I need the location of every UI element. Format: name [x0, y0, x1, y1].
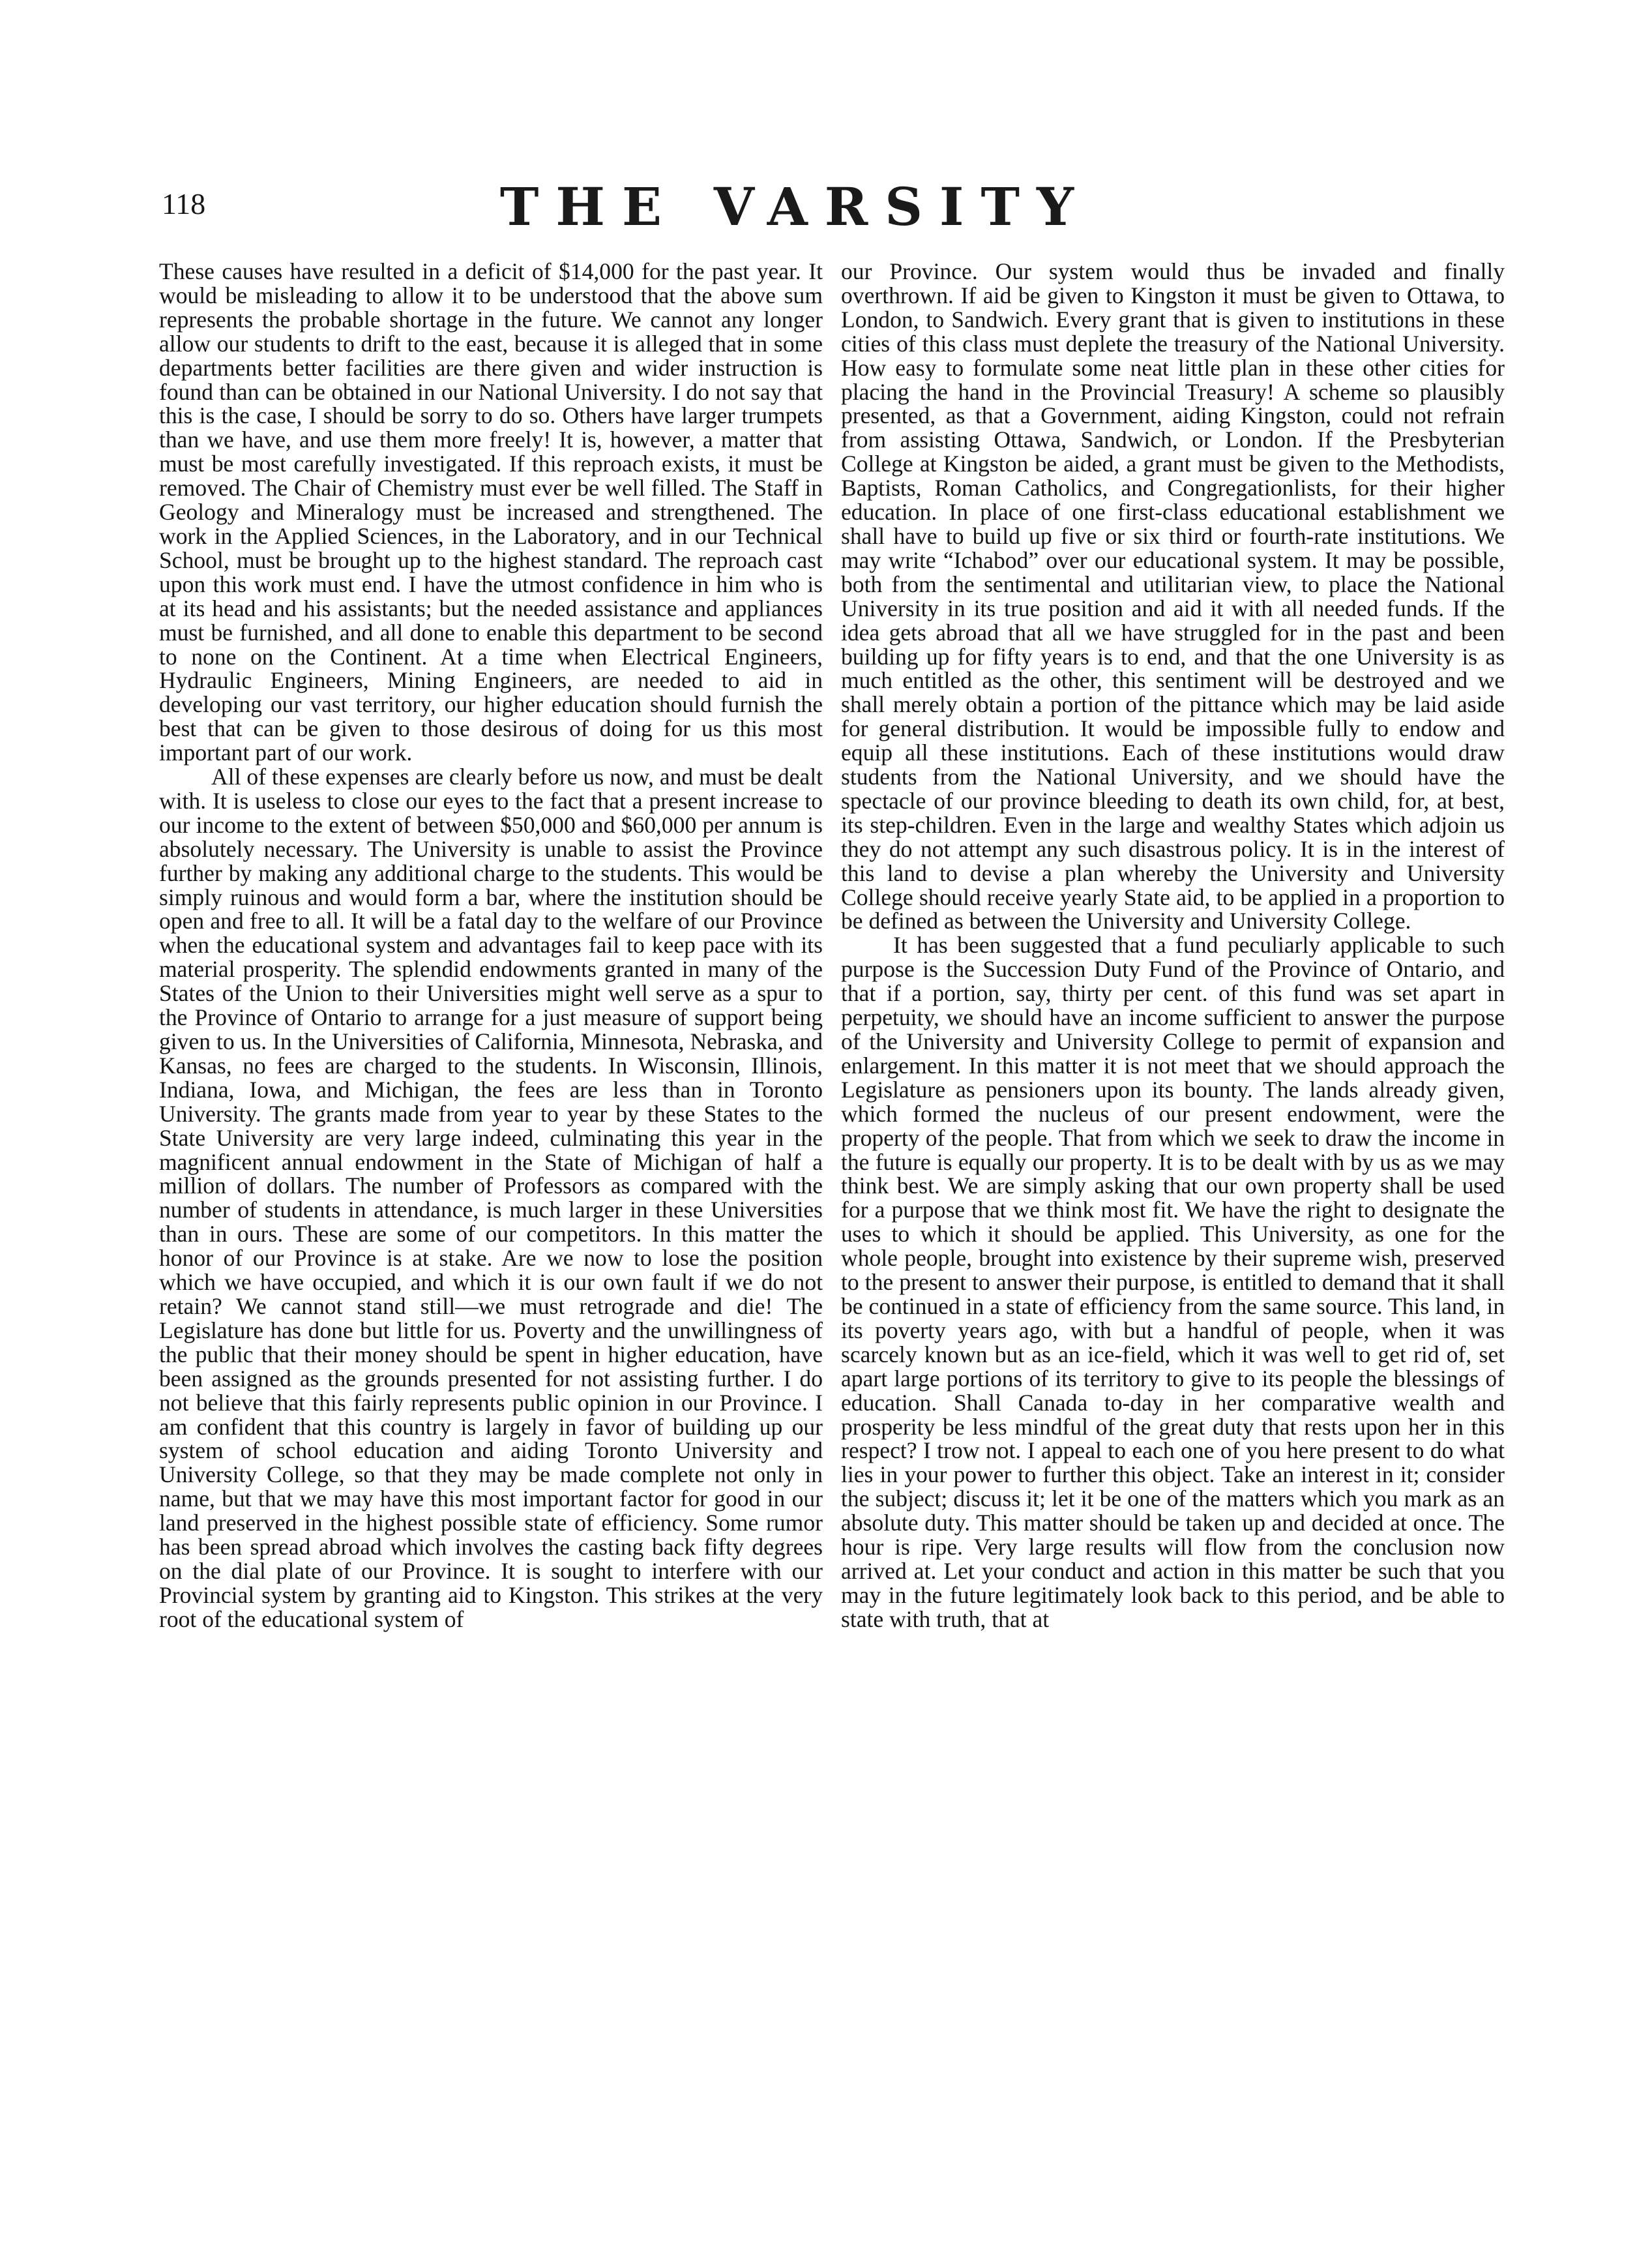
right-paragraph-1: our Province. Our system would thus be invaded and finally overthrown. If aid be given to Kingston it must be given to Ottawa, to London, to Sandwich. Every grant that is given to institutions in these cities of this class must deplete the treasury of the National University. How easy to formulate some neat little plan in these other cities for placing the hand in the Provincial Treasury! A scheme so plausibly presented, as that a Government, aiding Kingston, could not refrain from assisting Ottawa, Sandwich, or London. If the Presbyterian College at Kingston be aided, a grant must be given to the Methodists, Baptists, Roman Catholics, and Congregationlists, for their higher education. In place of one first-class educational establishment we shall have to build up five or six third or fourth-rate institutions. We may write “Ichabod” over our educational system. It may be possible, both from the sentimental and utilitarian view, to place the National University in its true position and aid it with all needed funds. If the idea gets abroad that all we have struggled for in the past and been building up for fifty years is to end, and that the one University is as much entitled as the other, this sentiment will be destroyed and we shall merely obtain a portion of the pittance which may be laid aside for general distribution. It would be impossible fully to endow and equip all these institutions. Each of these institutions would draw students from the National University, and we should have the spectacle of our province bleeding to death its own child, for, at best, its step-children. Even in the large and wealthy States which adjoin us they do not attempt any such disastrous policy. It is in the interest of this land to devise a plan whereby the University and University College should receive yearly State aid, to be applied in a proportion to be defined as between the University and University College. — [841, 258, 1505, 934]
right-column — [841, 260, 1505, 2216]
left-column — [159, 260, 823, 2216]
right-paragraph-2: It has been suggested that a fund peculiarly applicable to such purpose is the Succession Duty Fund of the Province of Ontario, and that if a portion, say, thirty per cent. of this fund was set apart in perpetuity, we should have an income sufficient to answer the purpose of the University and University College to permit of expansion and enlargement. In this matter it is not meet that we should approach the Legislature as pensioners upon its bounty. The lands already given, which formed the nucleus of our present endowment, were the property of the people. That from which we seek to draw the income in the future is equally our property. It is to be dealt with by us as we may think best. We are simply asking that our own property shall be used for a purpose that we think most fit. We have the right to designate the uses to which it should be applied. This University, as one for the whole people, brought into existence by their supreme wish, preserved to the present to answer their purpose, is entitled to demand that it shall be continued in a state of efficiency from the same source. This land, in its poverty years ago, with but a handful of people, when it was scarcely known but as an ice-field, which it was well to get rid of, set apart large portions of its territory to give to its people the blessings of education. Shall Canada to-day in her comparative wealth and prosperity be less mindful of the great duty that rests upon her in this respect? I trow not. I appeal to each one of you here present to do what lies in your power to further this object. Take an interest in it; consider the subject; discuss it; let it be one of the matters which you mark as an absolute duty. This matter should be taken up and decided at once. The hour is ripe. Very large results will flow from the conclusion now arrived at. Let your conduct and action in this matter be such that you may in the future legitimately look back to this period, and be able to state with truth, that at — [841, 932, 1505, 1632]
masthead-title: THE VARSITY — [499, 176, 1091, 237]
left-paragraph-1: These causes have resulted in a deficit of $14,000 for the past year. It would be misleading to allow it to be understood that the above sum represents the probable shortage in the future. We cannot any longer allow our students to drift to the east, because it is alleged that in some departments better facilities are there given and wider instruction is found than can be obtained in our National University. I do not say that this is the case, I should be sorry to do so. Others have larger trumpets than we have, and use them more freely! It is, however, a matter that must be most carefully investigated. If this reproach exists, it must be removed. The Chair of Chemistry must ever be well filled. The Staff in Geology and Mineralogy must be increased and strengthened. The work in the Applied Sciences, in the Laboratory, and in our Technical School, must be brought up to the highest standard. The reproach cast upon this work must end. I have the utmost confidence in him who is at its head and his assistants; but the needed assistance and appliances must be furnished, and all done to enable this department to be second to none on the Continent. At a time when Electrical Engineers, Hydraulic Engineers, Mining Engineers, are needed to aid in developing our vast territory, our higher education should furnish the best that can be given to those desirous of doing for us this most important part of our work. — [159, 258, 823, 766]
page-number: 118 — [162, 187, 206, 220]
left-paragraph-2: All of these expenses are clearly before us now, and must be dealt with. It is useless to close our eyes to the fact that a present increase to our income to the extent of between $50,000 and $60,000 per annum is absolutely necessary. The University is unable to assist the Province further by making any additional charge to the students. This would be simply ruinous and would form a bar, where the institution should be open and free to all. It will be a fatal day to the welfare of our Province when the educational system and advantages fail to keep pace with its material prosperity. The splendid endowments granted in many of the States of the Union to their Universities might well serve as a spur to the Province of Ontario to arrange for a just measure of support being given to us. In the Universities of California, Minnesota, Nebraska, and Kansas, no fees are charged to the students. In Wisconsin, Illinois, Indiana, Iowa, and Michigan, the fees are less than in Toronto University. The grants made from year to year by these States to the State University are very large indeed, culminating this year in the magnificent annual endowment in the State of Michigan of half a million of dollars. The number of Professors as compared with the number of students in attendance, is much larger in these Universities than in ours. These are some of our competitors. In this matter the honor of our Province is at stake. Are we now to lose the position which we have occupied, and which it is our own fault if we do not retain? We cannot stand still—we must retrograde and die! The Legislature has done but little for us. Poverty and the unwillingness of the public that their money should be spent in higher education, have been assigned as the grounds presented for not assisting further. I do not believe that this fairly represents public opinion in our Province. I am confident that this country is largely in favor of building up our system of school education and aiding Toronto University and University College, so that they may be made complete not only in name, but that we may have this most important factor for good in our land preserved in the highest possible state of efficiency. Some rumor has been spread abroad which involves the casting back fifty degrees on the dial plate of our Province. It is sought to interfere with our Provincial system by granting aid to Kingston. This strikes at the very root of the educational system of — [159, 764, 823, 1632]
